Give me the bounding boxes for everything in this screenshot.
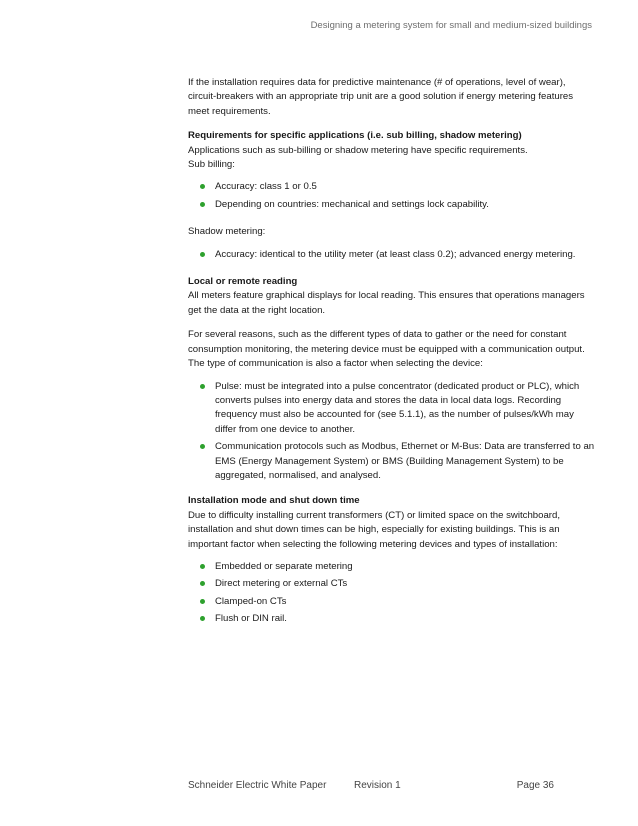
- bullet-icon: [200, 252, 205, 257]
- bullet-icon: [200, 616, 205, 621]
- bullet-icon: [200, 564, 205, 569]
- installation-list: [188, 560, 596, 627]
- reading-text-2: For several reasons, such as the different types of data to gather or the need for constant consumption monitoring, the metering device must be equipped with a communication output. The type of communication is also a factor when selecting the device:: [188, 329, 585, 370]
- shadow-metering-list: [188, 248, 596, 262]
- list-item: Accuracy: class 1 or 0.5: [200, 180, 596, 194]
- installation-text: Due to difficulty installing current transformers (CT) or limited space on the switchboard, installation and shut down times can be high, especially for existing buildings. This is an important factor when selecting the following metering devices and types of installation:: [188, 509, 560, 550]
- bullet-icon: [200, 581, 205, 586]
- list-item: Depending on countries: mechanical and settings lock capability.: [200, 198, 596, 212]
- section-heading-specific: Requirements for specific applications (i.e. sub billing, shadow metering): [188, 130, 522, 142]
- footer-page-number: Page 36: [516, 780, 554, 791]
- footer-revision: Revision 1: [354, 780, 401, 791]
- bullet-icon: [200, 202, 205, 207]
- section-heading-installation: Installation mode and shut down time: [188, 495, 360, 507]
- bullet-icon: [200, 444, 205, 449]
- list-item: Clamped-on CTs: [200, 595, 596, 609]
- list-item: Communication protocols such as Modbus, Ethernet or M-Bus: Data are transferred to an EMS (Energy Management System) or BMS (Building Management System) to be aggregated, normalised, and analysed.: [200, 440, 596, 483]
- reading-text-1: All meters feature graphical displays for local reading. This ensures that operations managers get the data at the right location.: [188, 290, 585, 316]
- page-header: Designing a metering system for small and medium-sized buildings: [310, 20, 592, 31]
- list-item: Flush or DIN rail.: [200, 612, 596, 626]
- footer-publisher: Schneider Electric White Paper: [188, 780, 327, 791]
- section-heading-reading: Local or remote reading: [188, 276, 298, 288]
- sub-billing-list: [188, 180, 596, 212]
- list-item: Embedded or separate metering: [200, 560, 596, 574]
- specific-text: Applications such as sub-billing or shadow metering have specific requirements.: [188, 144, 528, 156]
- intro-paragraph: If the installation requires data for predictive maintenance (# of operations, level of wear), circuit-breakers with an appropriate trip unit are a good solution if energy metering features meet requirements.: [188, 77, 574, 117]
- bullet-icon: [200, 384, 205, 389]
- document-body: [188, 76, 596, 630]
- list-item: Direct metering or external CTs: [200, 577, 596, 591]
- list-item: Accuracy: identical to the utility meter (at least class 0.2); advanced energy metering.: [200, 248, 596, 262]
- bullet-icon: [200, 599, 205, 604]
- sub-billing-label: Sub billing:: [188, 159, 235, 171]
- shadow-metering-label: Shadow metering:: [188, 226, 266, 238]
- communication-list: [188, 380, 596, 484]
- bullet-icon: [200, 184, 205, 189]
- list-item: Pulse: must be integrated into a pulse concentrator (dedicated product or PLC), which converts pulses into energy data and stores the data in local data logs. Recording frequency must also be accounted for (see 5.1.1), as the number of pulses/kWh may differ from one device to another.: [200, 380, 596, 438]
